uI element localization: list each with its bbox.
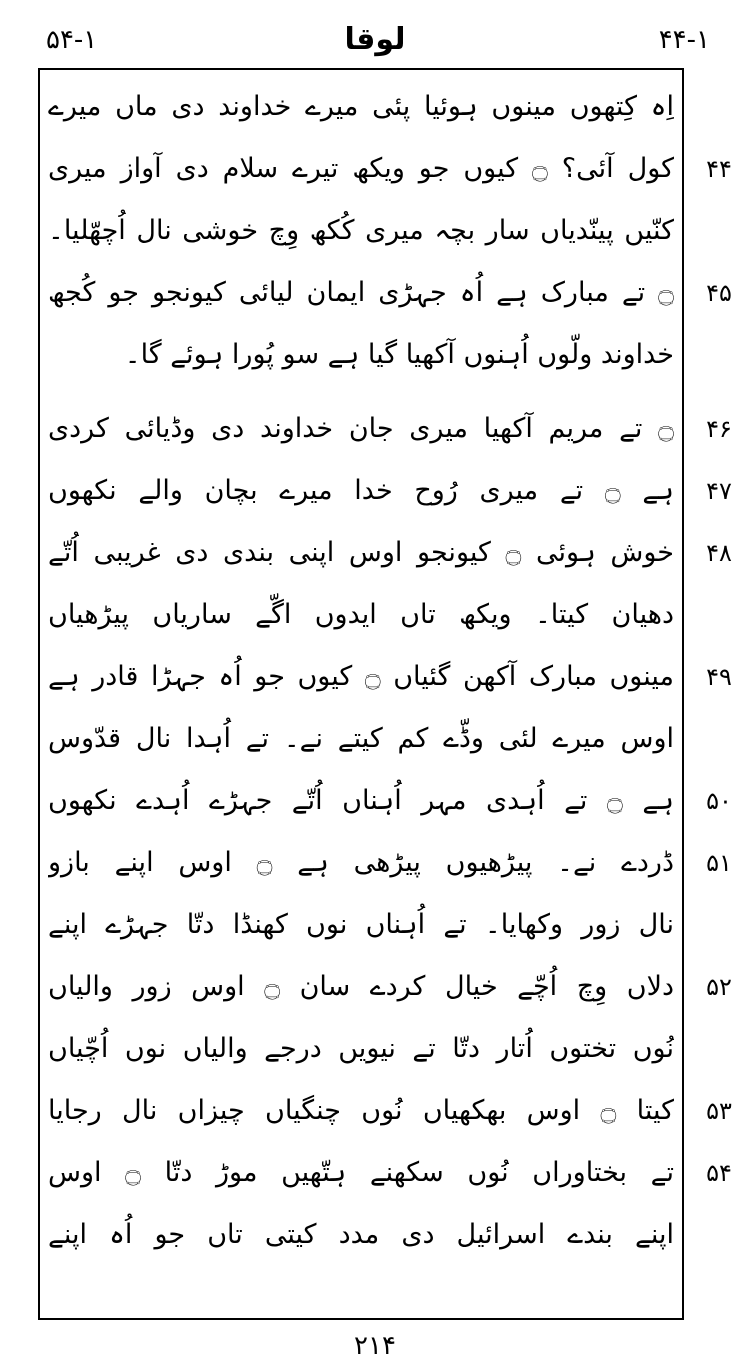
text-line: کول آئی؟ ۝ کیوں جو ویکھ تیرے سلام دی آواز میری xyxy=(48,153,674,184)
text-line: ہے ۝ تے میری رُوح خدا میرے بچان والے نکھوں xyxy=(48,475,674,506)
text-line: اپنے بندے اسرائیل دی مدد کیتی تاں جو اُہ اپنے xyxy=(48,1219,674,1250)
running-head-book-title: لوقا xyxy=(344,22,406,57)
verse-number: ۴۸ xyxy=(706,539,732,567)
text-line: کیتا ۝ اوس بھکھیاں نُوں چنگیاں چیزاں نال رجایا xyxy=(48,1095,674,1126)
text-line: ۝ تے مریم آکھیا میری جان خداوند دی وڈیائی کردی xyxy=(48,413,674,444)
text-line: ہے ۝ تے اُہدی مہر اُہناں اُتّے جہڑے اُہدے نکھوں xyxy=(48,785,674,816)
verse-number: ۴۷ xyxy=(706,477,732,505)
running-head-verse-range-left: ۵۴-۱ xyxy=(46,25,98,55)
text-line: نُوں تختوں اُتار دتّا تے نیویں درجے والیاں نوں اُچّیاں xyxy=(48,1033,674,1064)
text-line: خوش ہوئی ۝ کیونجو اوس اپنی بندی دی غریبی اُتّے xyxy=(48,537,674,568)
verse-number: ۴۶ xyxy=(706,415,732,443)
verse-number: ۴۹ xyxy=(706,663,732,691)
verse-number: ۵۲ xyxy=(706,973,732,1001)
text-line: کنّیں پینّدیاں سار بچہ میری کُکھ وِچ خوشی نال اُچھّلیا۔ xyxy=(48,215,674,246)
text-line: نال زور وکھایا۔ تے اُہناں نوں کھنڈا دتّا جہڑے اپنے xyxy=(48,909,674,940)
text-line: ڈردے نے۔ پیڑھیوں پیڑھی ہے ۝ اوس اپنے بازو xyxy=(48,847,674,878)
text-line: خداوند ولّوں اُہنوں آکھیا گیا ہے سو پُورا ہوئے گا۔ xyxy=(124,339,674,370)
verse-number: ۵۴ xyxy=(706,1159,732,1187)
verse-number: ۵۱ xyxy=(706,849,732,877)
verse-number: ۴۵ xyxy=(706,279,732,307)
running-head-verse-range-right: ۴۴-۱ xyxy=(658,25,710,55)
text-line: مینوں مبارک آکھن گئیاں ۝ کیوں جو اُہ جہڑا قادر ہے xyxy=(48,661,674,692)
text-line: ۝ تے مبارک ہے اُہ جہڑی ایمان لیائی کیونجو جو کُجھ xyxy=(48,277,674,308)
text-line: اوس میرے لئی وڈّے کم کیتے نے۔ تے اُہدا نال قدّوس xyxy=(48,723,674,754)
page-number: ۲۱۴ xyxy=(354,1331,396,1361)
text-line: تے بختاوراں نُوں سکھنے ہتّھیں موڑ دتّا ۝ اوس xyxy=(48,1157,674,1188)
text-line: دھیان کیتا۔ ویکھ تاں ایدوں اگّے ساریاں پیڑھیاں xyxy=(48,599,674,630)
text-line: دلاں وِچ اُچّے خیال کردے سان ۝ اوس زور والیاں xyxy=(48,971,674,1002)
running-head xyxy=(0,18,750,62)
text-line: اِہ کِتھوں مینوں ہوئیا پئی میرے خداوند دی ماں میرے xyxy=(48,91,674,122)
verse-number: ۴۴ xyxy=(706,155,732,183)
verse-number: ۵۰ xyxy=(706,787,732,815)
verse-number: ۵۳ xyxy=(706,1097,732,1125)
